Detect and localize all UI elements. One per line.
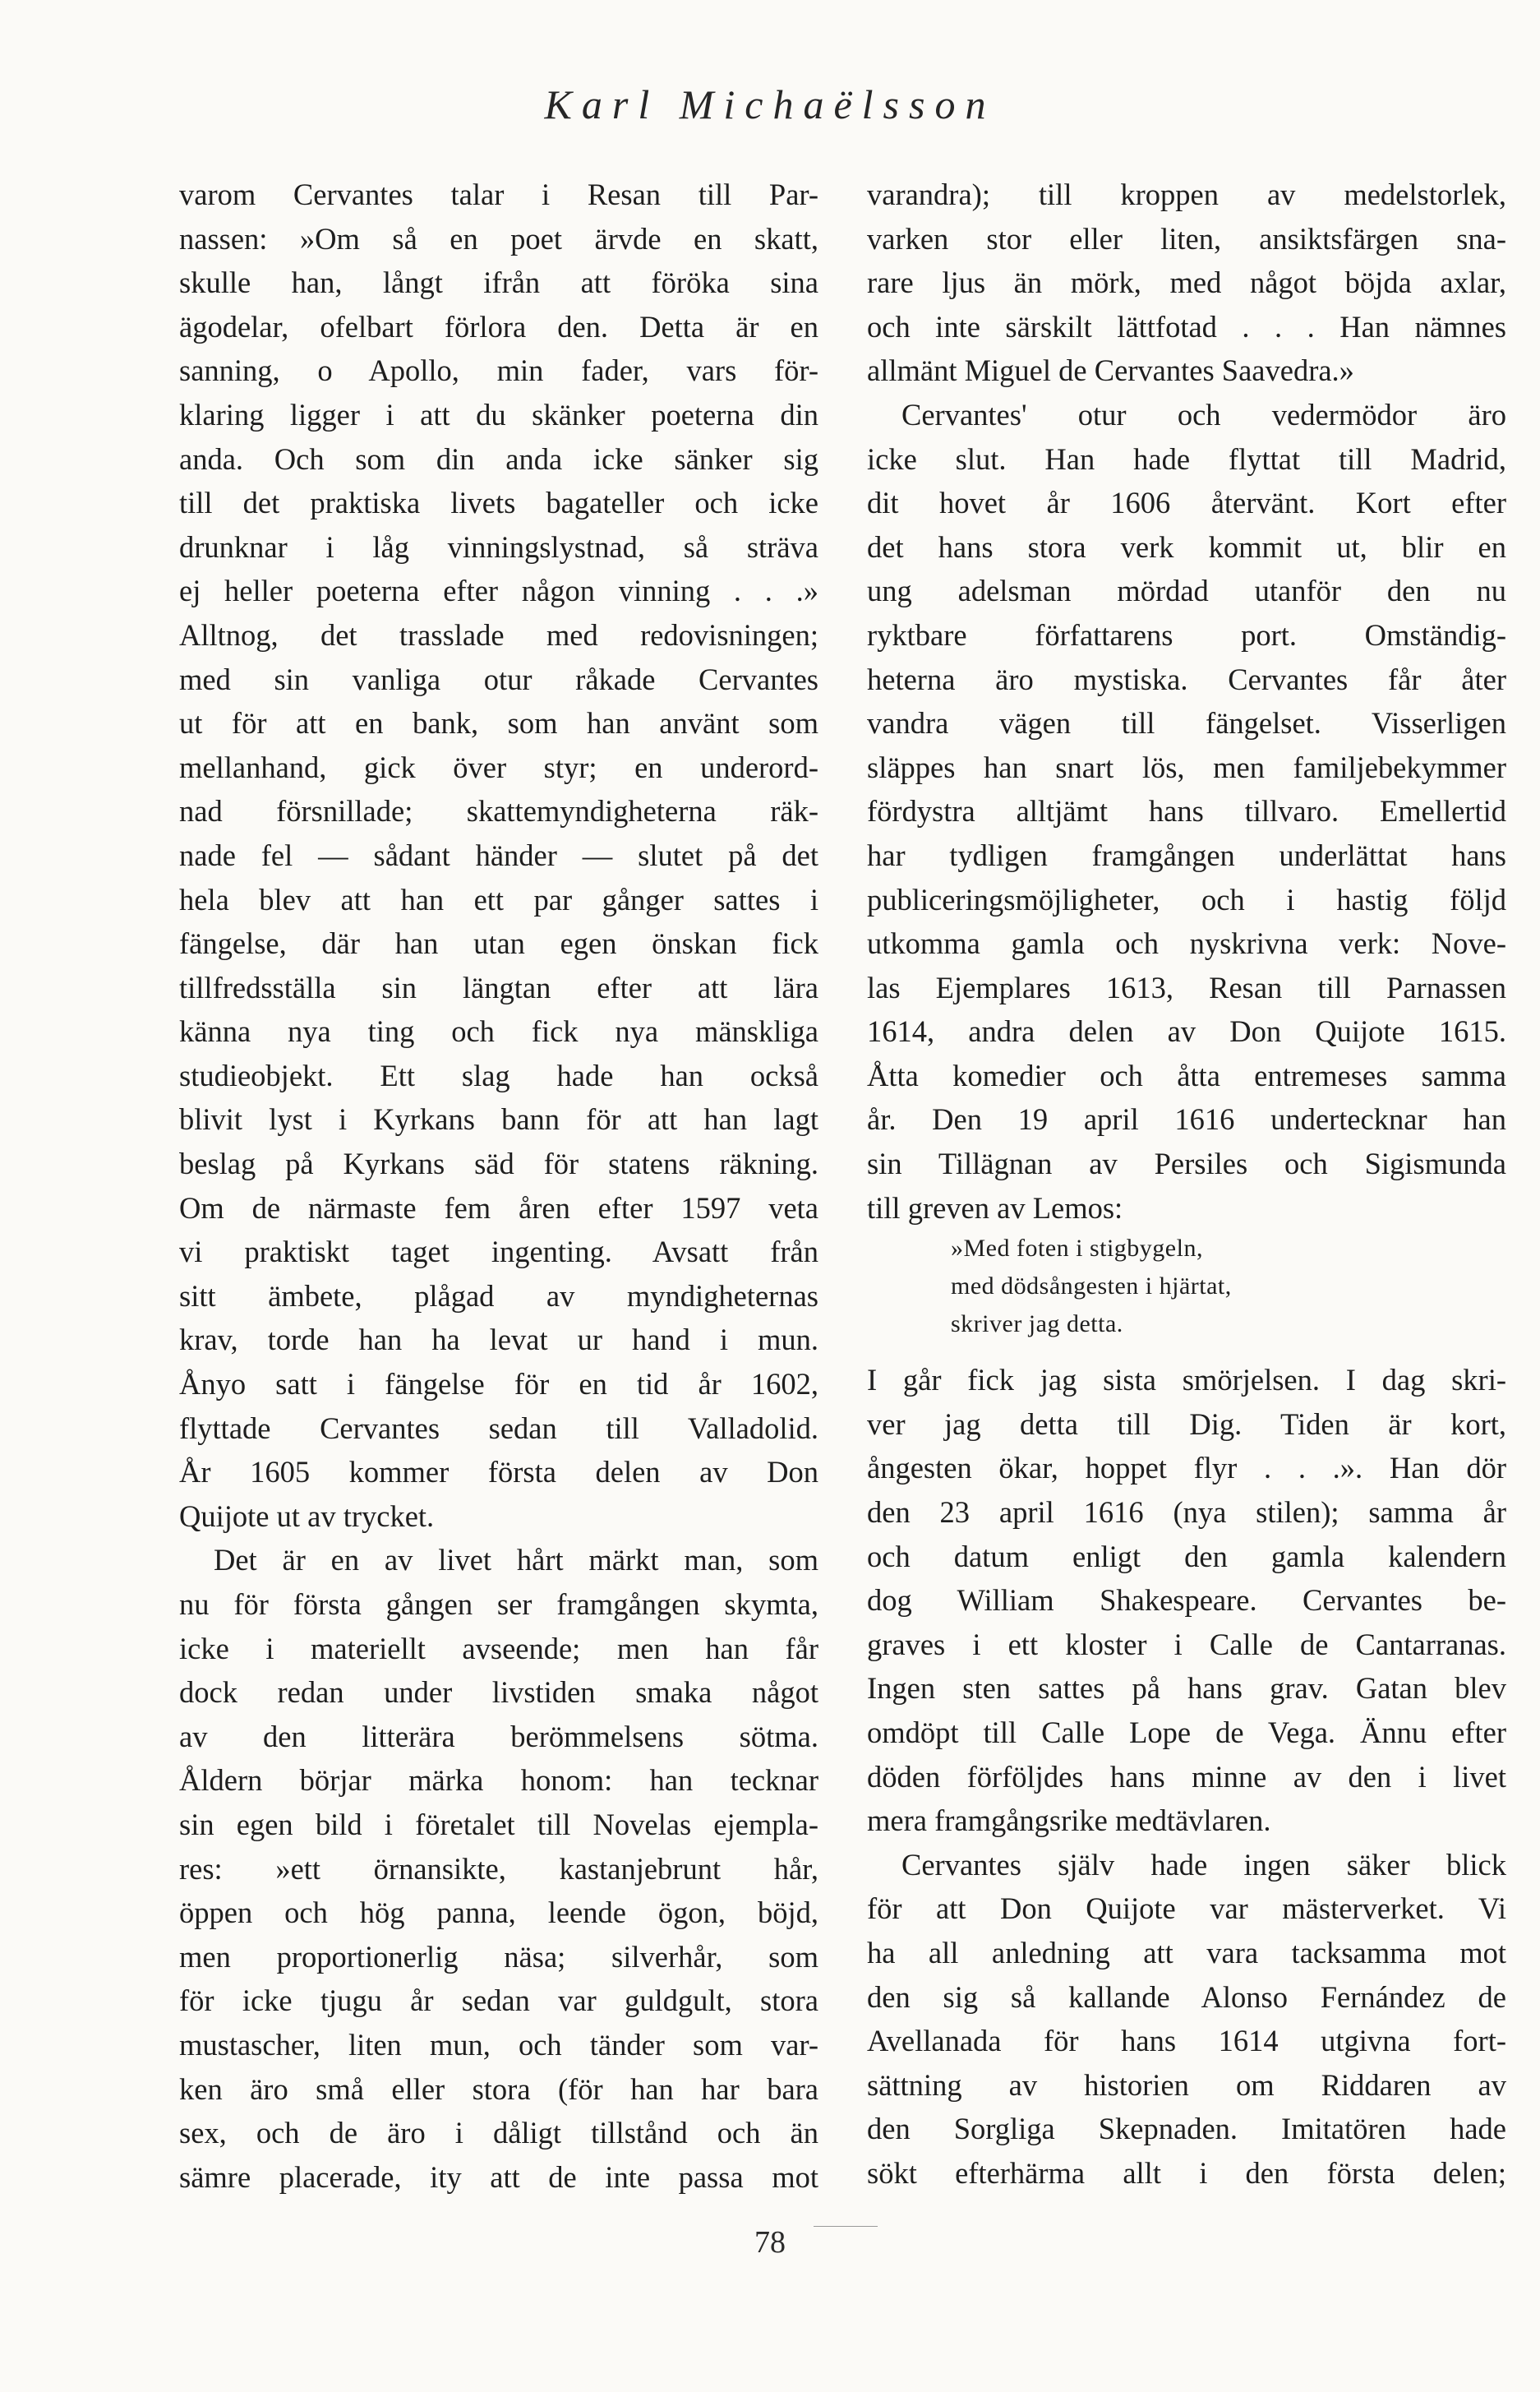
text-line: rare ljus än mörk, med något böjda axlar, <box>867 266 1506 300</box>
quote-line: med dödsångesten i hjärtat, <box>951 1272 1232 1300</box>
text-line: döden förföljdes hans minne av den i livet <box>867 1759 1506 1794</box>
page-number: 78 <box>754 2225 786 2260</box>
text-line: drunknar i låg vinningslystnad, så sträva <box>179 529 818 564</box>
text-line: Om de närmaste fem åren efter 1597 veta <box>179 1190 818 1225</box>
text-line: mustascher, liten mun, och tänder som var- <box>179 2027 818 2062</box>
text-line: hela blev att han ett par gånger sattes i <box>179 882 818 917</box>
text-line: Alltnog, det trasslade med redovisningen; <box>179 617 818 652</box>
text-line: fördystra alltjämt hans tillvaro. Emellertid <box>867 794 1506 829</box>
text-line: Ingen sten sattes på hans grav. Gatan blev <box>867 1671 1506 1706</box>
text-line: ha all anledning att vara tacksamma mot <box>867 1935 1506 1969</box>
text-line: nu för första gången ser framgången skymta, <box>179 1587 818 1621</box>
verse-quote <box>867 1230 1506 1343</box>
text-line: beslag på Kyrkans säd för statens räkning. <box>179 1147 818 1181</box>
quote-line: »Med foten i stigbygeln, <box>951 1235 1203 1263</box>
text-line: Quijote ut av trycket. <box>179 1498 435 1533</box>
text-line: varom Cervantes talar i Resan till Par- <box>179 178 818 211</box>
text-line: den 23 april 1616 (nya stilen); samma år <box>867 1495 1506 1530</box>
text-line: för att Don Quijote var mästerverket. Vi <box>867 1891 1506 1926</box>
text-line: allmänt Miguel de Cervantes Saavedra.» <box>867 353 1354 388</box>
text-line: Cervantes' otur och vedermödor äro <box>901 397 1506 432</box>
text-line: ångesten ökar, hoppet flyr . . .». Han dör <box>867 1451 1506 1485</box>
text-line: har tydligen framgången underlättat hans <box>867 838 1506 872</box>
text-line: blivit lyst i Kyrkans bann för att han lagt <box>179 1102 818 1137</box>
quote-line: skriver jag detta. <box>951 1310 1123 1338</box>
text-line: I går fick jag sista smörjelsen. I dag skri- <box>867 1363 1506 1397</box>
running-header: Karl Michaëlsson <box>544 81 996 127</box>
text-line: för icke tjugu år sedan var guldgult, stora <box>179 1983 818 2018</box>
text-line: ung adelsman mördad utanför den nu <box>867 574 1506 608</box>
text-line: ej heller poeterna efter någon vinning . . .» <box>179 574 818 608</box>
text-line: fängelse, där han utan egen önskan fick <box>179 926 818 961</box>
text-line: sanning, o Apollo, min fader, vars för- <box>179 353 818 388</box>
text-line: år. Den 19 april 1616 undertecknar han <box>867 1102 1506 1137</box>
text-line: ut för att en bank, som han använt som <box>179 706 818 741</box>
text-line: mellanhand, gick över styr; en underord- <box>179 750 818 784</box>
text-line: den Sorgliga Skepnaden. Imitatören hade <box>867 2112 1506 2146</box>
text-line: anda. Och som din anda icke sänker sig <box>179 441 818 476</box>
text-line: ägodelar, ofelbart förlora den. Detta är en <box>179 309 818 344</box>
text-line: omdöpt till Calle Lope de Vega. Ännu efter <box>867 1715 1506 1749</box>
text-line: Åldern börjar märka honom: han tecknar <box>179 1763 818 1798</box>
text-line: Åtta komedier och åtta entremeses samma <box>867 1058 1506 1092</box>
text-line: sitt ämbete, plågad av myndigheternas <box>179 1278 818 1313</box>
text-line: sex, och de äro i dåligt tillstånd och än <box>179 2116 818 2150</box>
text-line: sättning av historien om Riddaren av <box>867 2067 1506 2102</box>
left-column <box>179 173 818 2199</box>
text-line: ken äro små eller stora (för han har bara <box>179 2071 818 2106</box>
text-line: skulle han, långt ifrån att föröka sina <box>179 266 818 300</box>
text-line: mera framgångsrike medtävlaren. <box>867 1803 1271 1838</box>
text-line: dit hovet år 1606 återvänt. Kort efter <box>867 486 1506 520</box>
text-line: släppes han snart lös, men familjebekymmer <box>867 750 1506 784</box>
text-line: och inte särskilt lättfotad . . . Han nämnes <box>867 309 1506 344</box>
text-line: och datum enligt den gamla kalendern <box>867 1539 1506 1573</box>
text-line: till greven av Lemos: <box>867 1190 1123 1225</box>
text-line: 1614, andra delen av Don Quijote 1615. <box>867 1014 1506 1049</box>
text-line: dock redan under livstiden smaka något <box>179 1675 818 1710</box>
text-line: År 1605 kommer första delen av Don <box>179 1455 818 1489</box>
text-line: studieobjekt. Ett slag hade han också <box>179 1058 818 1092</box>
text-line: utkomma gamla och nyskrivna verk: Nove- <box>867 926 1506 961</box>
text-line: las Ejemplares 1613, Resan till Parnassen <box>867 970 1506 1004</box>
text-line: sin Tillägnan av Persiles och Sigismunda <box>867 1147 1506 1181</box>
text-line: nade fel — sådant händer — slutet på det <box>179 838 818 872</box>
text-line: Avellanada för hans 1614 utgivna fort- <box>867 2024 1506 2058</box>
text-line: det hans stora verk kommit ut, blir en <box>867 529 1506 564</box>
text-line: res: »ett örnansikte, kastanjebrunt hår, <box>179 1851 818 1886</box>
text-line: känna nya ting och fick nya mänskliga <box>179 1014 818 1049</box>
text-line: flyttade Cervantes sedan till Valladolid. <box>179 1411 818 1445</box>
text-line: heterna äro mystiska. Cervantes får åter <box>867 662 1506 696</box>
text-line: icke slut. Han hade flyttat till Madrid, <box>867 441 1506 476</box>
text-line: vandra vägen till fängelset. Visserligen <box>867 706 1506 741</box>
text-line: med sin vanliga otur råkade Cervantes <box>179 662 818 696</box>
text-line: nassen: »Om så en poet ärvde en skatt, <box>179 221 818 256</box>
text-line: till det praktiska livets bagateller och icke <box>179 486 818 520</box>
text-line: Ånyo satt i fängelse för en tid år 1602, <box>179 1367 818 1401</box>
text-line: nad försnillade; skattemyndigheterna räk- <box>179 794 818 829</box>
text-line: Cervantes själv hade ingen säker blick <box>901 1847 1506 1882</box>
text-line: ver jag detta till Dig. Tiden är kort, <box>867 1406 1506 1441</box>
text-line: vi praktiskt taget ingenting. Avsatt från <box>179 1235 818 1269</box>
text-line: sämre placerade, ity att de inte passa mot <box>179 2159 818 2194</box>
text-line: men proportionerlig näsa; silverhår, som <box>179 1939 818 1974</box>
text-line: öppen och hög panna, leende ögon, böjd, <box>179 1896 818 1930</box>
text-line: sin egen bild i företalet till Novelas ejempla- <box>179 1807 818 1841</box>
text-line: tillfredsställa sin längtan efter att lära <box>179 970 818 1004</box>
text-line: graves i ett kloster i Calle de Cantarranas. <box>867 1627 1506 1661</box>
right-column <box>867 173 1506 2196</box>
text-line: dog William Shakespeare. Cervantes be- <box>867 1583 1506 1618</box>
text-line: Det är en av livet hårt märkt man, som <box>214 1543 818 1577</box>
text-line: publiceringsmöjligheter, och i hastig följd <box>867 882 1506 917</box>
text-line: klaring ligger i att du skänker poeterna din <box>179 397 818 432</box>
text-line: ryktbare författarens port. Omständig- <box>867 617 1506 652</box>
text-line: varandra); till kroppen av medelstorlek, <box>867 178 1506 211</box>
text-line: av den litterära berömmelsens sötma. <box>179 1719 818 1753</box>
text-line: icke i materiellt avseende; men han får <box>179 1631 818 1665</box>
text-line: krav, torde han ha levat ur hand i mun. <box>179 1323 818 1357</box>
text-line: varken stor eller liten, ansiktsfärgen sna- <box>867 221 1506 256</box>
text-line: den sig så kallande Alonso Fernández de <box>867 1979 1506 2014</box>
text-line: sökt efterhärma allt i den första delen; <box>867 2155 1506 2190</box>
